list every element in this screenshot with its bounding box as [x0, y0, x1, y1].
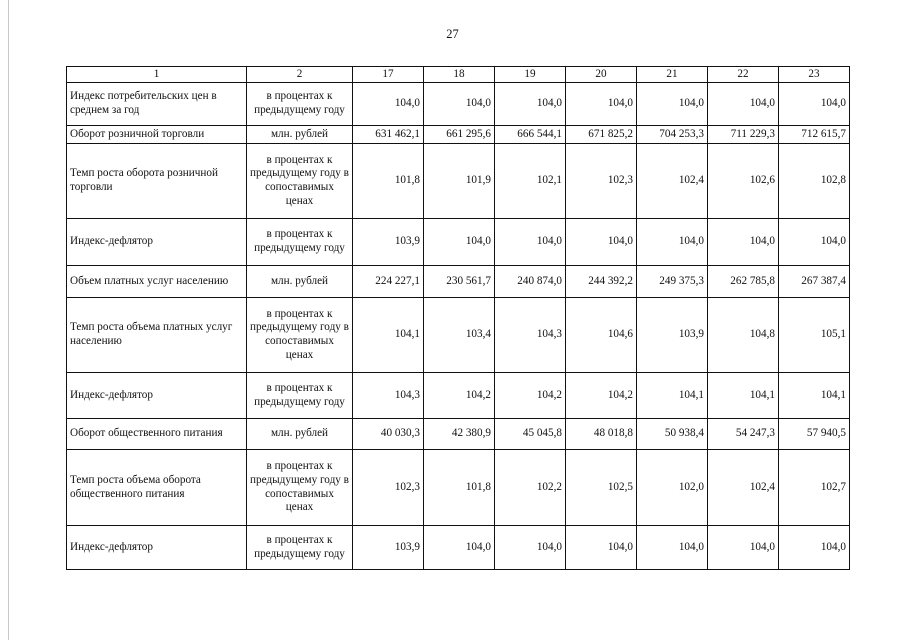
unit-cell: в процентах к предыдущему году	[247, 373, 353, 419]
unit-cell: в процентах к предыдущему году	[247, 526, 353, 570]
column-header: 22	[708, 67, 779, 83]
value-cell: 104,0	[424, 526, 495, 570]
value-cell: 104,0	[637, 526, 708, 570]
value-cell: 104,1	[353, 298, 424, 373]
value-cell: 104,6	[566, 298, 637, 373]
column-header: 19	[495, 67, 566, 83]
unit-cell: млн. рублей	[247, 126, 353, 144]
value-cell: 711 229,3	[708, 126, 779, 144]
value-cell: 704 253,3	[637, 126, 708, 144]
unit-cell: в процентах к предыдущему году в сопоставимых ценах	[247, 144, 353, 219]
indicators-table	[66, 66, 850, 570]
value-cell: 671 825,2	[566, 126, 637, 144]
value-cell: 104,2	[495, 373, 566, 419]
indicator-name: Индекс-дефлятор	[67, 526, 247, 570]
value-cell: 104,0	[779, 219, 850, 266]
table-row	[67, 450, 850, 526]
value-cell: 104,1	[637, 373, 708, 419]
page-number: 27	[446, 27, 459, 41]
unit-cell: в процентах к предыдущему году в сопоставимых ценах	[247, 450, 353, 526]
value-cell: 105,1	[779, 298, 850, 373]
value-cell: 101,8	[353, 144, 424, 219]
table-row	[67, 526, 850, 570]
value-cell: 262 785,8	[708, 266, 779, 298]
value-cell: 104,0	[637, 83, 708, 126]
value-cell: 101,8	[424, 450, 495, 526]
value-cell: 104,1	[708, 373, 779, 419]
value-cell: 104,0	[424, 219, 495, 266]
column-header: 20	[566, 67, 637, 83]
value-cell: 661 295,6	[424, 126, 495, 144]
indicator-name: Индекс потребительских цен в среднем за год	[67, 83, 247, 126]
value-cell: 104,3	[495, 298, 566, 373]
table-row	[67, 219, 850, 266]
value-cell: 102,3	[566, 144, 637, 219]
value-cell: 102,1	[495, 144, 566, 219]
value-cell: 45 045,8	[495, 419, 566, 450]
table-row	[67, 144, 850, 219]
value-cell: 40 030,3	[353, 419, 424, 450]
value-cell: 103,9	[637, 298, 708, 373]
value-cell: 101,9	[424, 144, 495, 219]
unit-cell: в процентах к предыдущему году	[247, 219, 353, 266]
unit-cell: млн. рублей	[247, 266, 353, 298]
table-row	[67, 419, 850, 450]
column-header: 18	[424, 67, 495, 83]
unit-cell: в процентах к предыдущему году в сопоставимых ценах	[247, 298, 353, 373]
column-header: 23	[779, 67, 850, 83]
value-cell: 230 561,7	[424, 266, 495, 298]
value-cell: 104,0	[637, 219, 708, 266]
value-cell: 50 938,4	[637, 419, 708, 450]
value-cell: 103,9	[353, 526, 424, 570]
value-cell: 104,0	[495, 526, 566, 570]
value-cell: 104,3	[353, 373, 424, 419]
value-cell: 224 227,1	[353, 266, 424, 298]
value-cell: 104,0	[708, 83, 779, 126]
value-cell: 102,3	[353, 450, 424, 526]
table-row	[67, 266, 850, 298]
value-cell: 240 874,0	[495, 266, 566, 298]
table-row	[67, 126, 850, 144]
value-cell: 104,8	[708, 298, 779, 373]
value-cell: 666 544,1	[495, 126, 566, 144]
value-cell: 102,7	[779, 450, 850, 526]
value-cell: 104,0	[353, 83, 424, 126]
value-cell: 104,0	[566, 526, 637, 570]
value-cell: 42 380,9	[424, 419, 495, 450]
value-cell: 102,6	[708, 144, 779, 219]
unit-cell: в процентах к предыдущему году	[247, 83, 353, 126]
value-cell: 104,2	[424, 373, 495, 419]
value-cell: 104,0	[708, 526, 779, 570]
value-cell: 712 615,7	[779, 126, 850, 144]
indicator-name: Индекс-дефлятор	[67, 219, 247, 266]
value-cell: 102,4	[708, 450, 779, 526]
value-cell: 104,1	[779, 373, 850, 419]
indicator-name: Темп роста объема оборота общественного питания	[67, 450, 247, 526]
value-cell: 104,0	[566, 83, 637, 126]
table-row	[67, 83, 850, 126]
value-cell: 244 392,2	[566, 266, 637, 298]
indicator-name: Оборот розничной торговли	[67, 126, 247, 144]
indicator-name: Темп роста объема платных услуг населению	[67, 298, 247, 373]
indicator-name: Индекс-дефлятор	[67, 373, 247, 419]
value-cell: 104,0	[566, 219, 637, 266]
value-cell: 631 462,1	[353, 126, 424, 144]
value-cell: 104,0	[779, 83, 850, 126]
value-cell: 104,2	[566, 373, 637, 419]
value-cell: 267 387,4	[779, 266, 850, 298]
value-cell: 104,0	[495, 219, 566, 266]
value-cell: 103,4	[424, 298, 495, 373]
value-cell: 104,0	[495, 83, 566, 126]
value-cell: 102,8	[779, 144, 850, 219]
column-header: 21	[637, 67, 708, 83]
value-cell: 102,5	[566, 450, 637, 526]
value-cell: 57 940,5	[779, 419, 850, 450]
value-cell: 104,0	[779, 526, 850, 570]
header-row	[67, 67, 850, 83]
unit-cell: млн. рублей	[247, 419, 353, 450]
indicator-name: Объем платных услуг населению	[67, 266, 247, 298]
value-cell: 249 375,3	[637, 266, 708, 298]
column-header: 17	[353, 67, 424, 83]
value-cell: 104,0	[424, 83, 495, 126]
value-cell: 102,0	[637, 450, 708, 526]
indicator-name: Темп роста оборота розничной торговли	[67, 144, 247, 219]
table-row	[67, 298, 850, 373]
page-edge-line	[8, 0, 9, 640]
value-cell: 102,2	[495, 450, 566, 526]
value-cell: 54 247,3	[708, 419, 779, 450]
value-cell: 48 018,8	[566, 419, 637, 450]
column-header: 1	[67, 67, 247, 83]
value-cell: 104,0	[708, 219, 779, 266]
indicator-name: Оборот общественного питания	[67, 419, 247, 450]
table-row	[67, 373, 850, 419]
column-header: 2	[247, 67, 353, 83]
value-cell: 102,4	[637, 144, 708, 219]
value-cell: 103,9	[353, 219, 424, 266]
